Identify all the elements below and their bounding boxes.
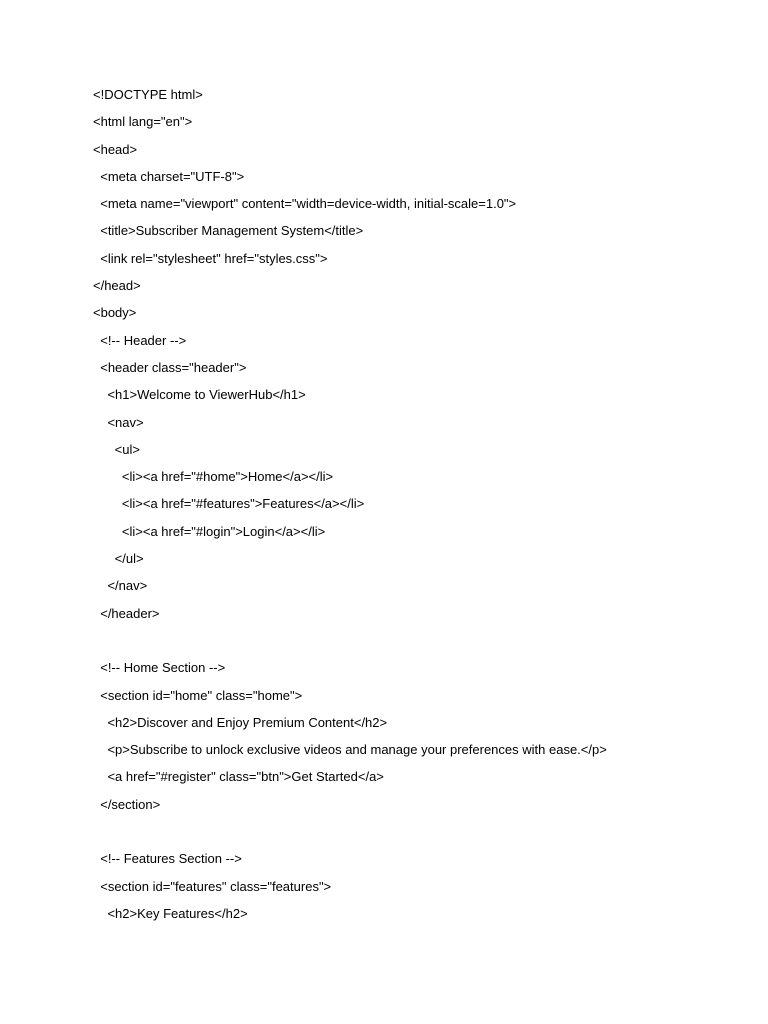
code-line: <html lang="en"> xyxy=(93,114,193,130)
code-line: <ul> xyxy=(93,441,140,457)
code-line: <header class="header"> xyxy=(93,359,247,375)
code-line: <li><a href="#login">Login</a></li> xyxy=(93,523,326,539)
code-line: <meta name="viewport" content="width=device-width, initial-scale=1.0"> xyxy=(93,196,517,212)
code-line: <!DOCTYPE html> xyxy=(93,87,203,102)
code-line: <nav> xyxy=(93,414,144,430)
code-line: <li><a href="#features">Features</a></li> xyxy=(93,496,365,512)
code-line: <meta charset="UTF-8"> xyxy=(93,168,245,184)
code-line: <li><a href="#home">Home</a></li> xyxy=(93,469,334,485)
code-line: <h2>Key Features</h2> xyxy=(93,905,248,921)
code-listing xyxy=(93,85,733,931)
code-line: </head> xyxy=(93,278,141,294)
code-line xyxy=(93,631,733,658)
code-line: <head> xyxy=(93,141,138,157)
code-line: <link rel="stylesheet" href="styles.css"> xyxy=(93,250,328,266)
code-line: </header> xyxy=(93,605,160,621)
code-line: <h1>Welcome to ViewerHub</h1> xyxy=(93,387,306,403)
code-line: </section> xyxy=(93,796,161,812)
code-line: <section id="features" class="features"> xyxy=(93,878,332,894)
code-line xyxy=(93,822,733,849)
code-line: <!-- Header --> xyxy=(93,332,187,348)
code-line: </nav> xyxy=(93,578,148,594)
code-line: <a href="#register" class="btn">Get Started</a> xyxy=(93,769,384,785)
code-line: </ul> xyxy=(93,551,144,567)
code-line: <h2>Discover and Enjoy Premium Content</h2> xyxy=(93,714,388,730)
code-line: <section id="home" class="home"> xyxy=(93,687,303,703)
code-line: <!-- Home Section --> xyxy=(93,660,226,676)
code-line: <!-- Features Section --> xyxy=(93,851,242,867)
code-line: <title>Subscriber Management System</title> xyxy=(93,223,364,239)
code-line: <body> xyxy=(93,305,137,321)
code-line: <p>Subscribe to unlock exclusive videos and manage your preferences with ease.</p> xyxy=(93,742,607,758)
